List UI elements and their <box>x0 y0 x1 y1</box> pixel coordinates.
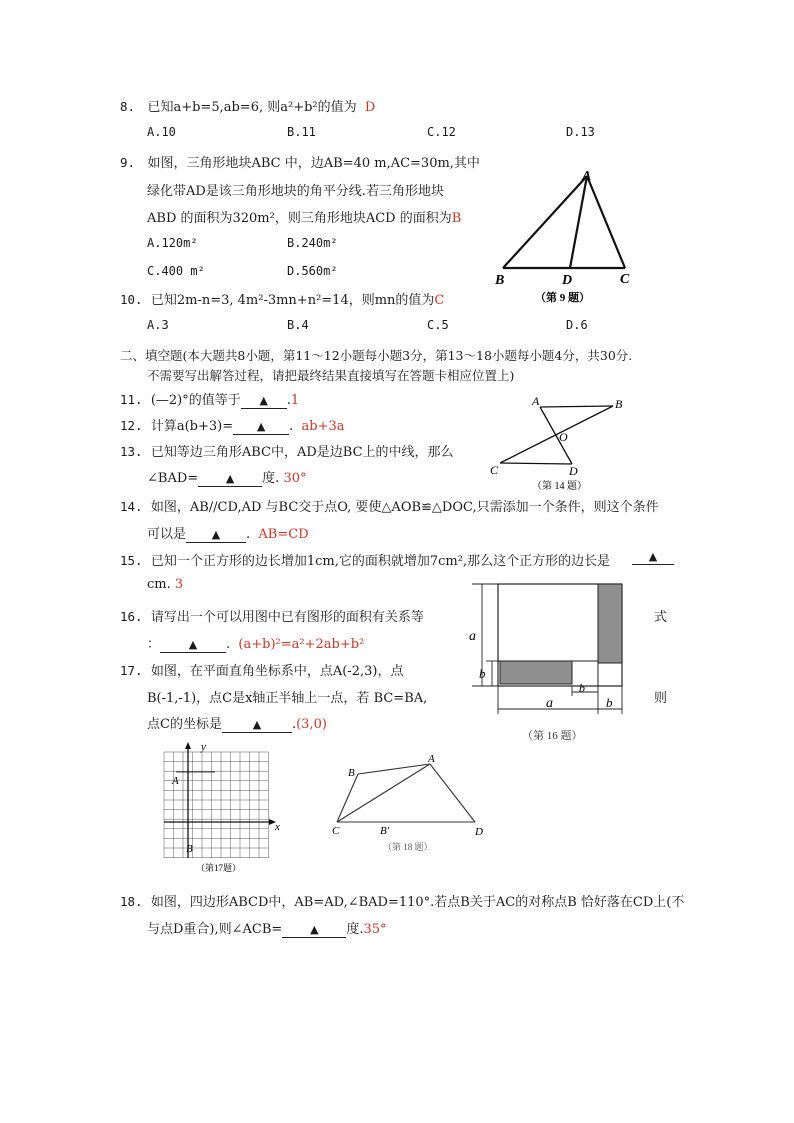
q9-option-a: A.120m² <box>147 236 198 250</box>
q9-label-c: C <box>620 272 630 287</box>
q9-text-3: ABD 的面积为320m²，则三角形地块ACD 的面积为 <box>147 211 452 226</box>
q10-number: 10. <box>120 292 143 307</box>
q12-answer-blank[interactable] <box>233 420 289 435</box>
q14-segment-bc <box>500 406 613 463</box>
q14-line1 <box>120 496 659 515</box>
q17-label-y: y <box>201 741 206 753</box>
q11-line <box>120 389 299 409</box>
q8-option-d: D.13 <box>566 125 595 139</box>
q9-bisector-ad <box>570 176 587 268</box>
q14-answer: AB=CD <box>258 527 309 542</box>
q9-label-b: B <box>495 273 505 288</box>
q15-answer-blank[interactable] <box>632 550 674 565</box>
q18-line1 <box>120 891 684 910</box>
section2-heading-2: 不需要写出解答过程，请把最终结果直接填写在答题卡相应位置上) <box>147 368 515 383</box>
q16-line1 <box>120 606 424 625</box>
q14-label-c: C <box>490 463 499 477</box>
q16-shaded-strip-horizontal <box>500 661 572 684</box>
q12-line <box>120 415 345 435</box>
blank-triangle-icon: ▲ <box>252 718 262 731</box>
q17-caption: （第17题） <box>196 863 242 873</box>
q14-line2 <box>147 523 309 543</box>
q13-line2 <box>147 467 306 487</box>
q15-line2 <box>147 577 183 592</box>
q17-label-a: A <box>172 775 179 787</box>
q17-answer-blank[interactable] <box>222 718 292 733</box>
q17-tail: . <box>291 717 297 732</box>
q14-tail: . <box>246 527 251 542</box>
q8-option-a: A.10 <box>147 125 176 139</box>
q13-tail: 度. <box>262 471 280 486</box>
q16-answer-blank[interactable] <box>160 638 226 653</box>
q13-stem: ∠BAD= <box>147 471 199 486</box>
q16-caption: （第 16 题） <box>522 730 583 742</box>
q12-tail: . <box>289 419 294 434</box>
q17-line2: B(-1,-1)，点C是x轴正半轴上一点，若 BC=BA, <box>147 691 428 706</box>
q17-text-1: 如图，在平面直角坐标系中，点A(-2,3)，点 <box>150 664 404 679</box>
q18-side-ab <box>358 764 430 774</box>
q17-grid <box>164 752 269 858</box>
q18-side-ad <box>430 764 475 822</box>
q11-tail: . <box>286 393 291 408</box>
q10-stem: 已知2m-n=3, 4m²-3mn+n²=14，则mn的值为 <box>150 293 435 308</box>
q8-option-c: C.12 <box>427 125 456 139</box>
q9-line1 <box>120 152 480 171</box>
blank-triangle-icon: ▲ <box>225 472 235 485</box>
q10-option-c: C.5 <box>427 318 449 332</box>
q14-label-a: A <box>532 394 540 408</box>
q10-option-a: A.3 <box>147 318 169 332</box>
q12-number: 12. <box>120 418 143 433</box>
q16-label-a-left: a <box>469 629 476 644</box>
q16-word: 式 <box>654 610 668 625</box>
q17-answer: (3,0) <box>296 717 327 732</box>
section2-heading-1: 二、填空题(本大题共8小题，第11～12小题每小题3分，第13～18小题每小题4分，共30分. <box>120 348 633 363</box>
q9-side-ac <box>587 176 625 268</box>
blank-triangle-icon: ▲ <box>648 550 658 563</box>
q17-line1 <box>120 660 403 679</box>
q13-line1 <box>120 441 454 460</box>
q8-option-b: B.11 <box>287 125 316 139</box>
q9-option-b: B.240m² <box>287 236 338 250</box>
q14-answer-blank[interactable] <box>186 528 246 543</box>
q10-stem-line <box>120 289 444 308</box>
q16-answer: (a+b)²=a²+2ab+b² <box>238 637 365 652</box>
q14-segment-ab <box>540 406 613 407</box>
q18-caption: （第 18 题） <box>383 842 433 852</box>
q8-stem: 已知a+b=5,ab=6, 则a²+b²的值为 <box>147 100 357 115</box>
q13-answer-blank[interactable] <box>198 472 262 487</box>
q14-segment-cd <box>500 463 572 464</box>
q16-label-b-bottom: b <box>606 695 613 710</box>
q18-answer: 35° <box>363 922 387 937</box>
q13-number: 13. <box>120 444 143 459</box>
q18-label-bprime: B' <box>380 825 390 837</box>
q17-figure <box>160 740 282 876</box>
q16-tail: . <box>226 637 231 652</box>
q9-number: 9. <box>120 155 136 170</box>
q11-answer: 1 <box>290 393 300 408</box>
q17-number: 17. <box>120 663 143 678</box>
blank-triangle-icon: ▲ <box>256 420 266 433</box>
q9-line2: 绿化带AD是该三角形地块的角平分线.若三角形地块 <box>147 184 444 199</box>
q16-label-a-bottom: a <box>546 696 553 711</box>
q11-stem: (—2)°的值等于 <box>150 393 241 408</box>
q18-answer-blank[interactable] <box>282 923 346 938</box>
q9-figure <box>490 162 650 304</box>
q9-text-1: 如图，三角形地块ABC 中，边AB=40 m,AC=30m,其中 <box>147 156 480 171</box>
q9-side-ab <box>503 176 587 268</box>
q14-stem: 可以是 <box>147 527 187 542</box>
q18-figure <box>325 752 495 854</box>
q9-line3 <box>147 207 461 226</box>
q17-label-b: B <box>186 843 193 855</box>
q17-y-arrow-icon <box>185 742 191 749</box>
q18-text-1: 如图，四边形ABCD中，AB=AD,∠BAD=110°.若点B关于AC的对称点B 恰好落在CD上(不 <box>150 895 685 910</box>
q16-figure <box>462 576 634 744</box>
q18-label-a: A <box>428 753 435 765</box>
q18-tail: 度. <box>346 922 364 937</box>
blank-triangle-icon: ▲ <box>259 394 268 407</box>
blank-triangle-icon: ▲ <box>310 923 319 936</box>
q9-option-c: C.400 m² <box>147 264 205 278</box>
q12-answer: ab+3a <box>301 419 345 434</box>
q18-label-b: B <box>348 767 355 779</box>
q16-stem: ： <box>147 637 161 652</box>
q10-option-b: B.4 <box>287 318 309 332</box>
q12-stem: 计算a(b+3)= <box>150 419 234 434</box>
q14-caption: （第 14 题） <box>532 481 587 492</box>
q18-label-c: C <box>332 825 340 837</box>
q9-caption: （第 9 题） <box>535 292 590 304</box>
q18-stem: 与点D重合),则∠ACB= <box>147 922 283 937</box>
q17-line3 <box>147 713 327 733</box>
q11-number: 11. <box>120 392 143 407</box>
q16-shaded-strip-vertical <box>598 584 622 663</box>
q8-number: 8. <box>120 99 136 114</box>
q9-option-d: D.560m² <box>287 264 338 278</box>
q17-stem: 点C的坐标是 <box>147 717 222 732</box>
q15-number: 15. <box>120 553 143 568</box>
q13-text-1: 已知等边三角形ABC中，AD是边BC上的中线，那么 <box>150 445 454 460</box>
q9-answer: B <box>451 211 462 226</box>
q18-label-d: D <box>475 826 483 838</box>
q14-figure <box>480 392 640 492</box>
q9-label-a: A <box>582 169 592 184</box>
q17-word: 则 <box>654 691 668 706</box>
blank-triangle-icon: ▲ <box>188 638 198 651</box>
q14-label-d: D <box>569 464 578 478</box>
q15-text-1: 已知一个正方形的边长增加1cm,它的面积就增加7cm²,那么这个正方形的边长是 <box>150 554 611 569</box>
q15-unit: cm. <box>147 577 171 592</box>
q9-label-d: D <box>562 273 573 288</box>
q13-answer: 30° <box>283 471 307 486</box>
q14-number: 14. <box>120 499 143 514</box>
q17-label-x: x <box>275 821 280 833</box>
q8-stem-line <box>120 96 375 115</box>
q14-label-o: O <box>559 430 568 444</box>
q8-answer: D <box>364 100 376 115</box>
q14-text-1: 如图，AB//CD,AD 与BC交于点O, 要使△AOB≌△DOC,只需添加一个条件，则这个条件 <box>150 500 659 515</box>
q18-line2 <box>147 918 387 938</box>
blank-triangle-icon: ▲ <box>211 528 221 541</box>
q16-number: 16. <box>120 609 143 624</box>
q18-number: 18. <box>120 894 143 909</box>
q16-text-1: 请写出一个可以用图中已有图形的面积有关系等 <box>150 610 424 625</box>
q10-option-d: D.6 <box>566 318 588 332</box>
q16-label-b-left: b <box>479 666 486 681</box>
q11-answer-blank[interactable] <box>241 394 287 409</box>
q10-answer: C <box>434 293 445 308</box>
q15-line1 <box>120 550 610 569</box>
q16-line2 <box>147 633 364 653</box>
q18-side-bc <box>337 774 358 822</box>
q16-label-b-small: b <box>579 681 585 695</box>
q15-answer: 3 <box>174 577 184 592</box>
q14-label-b: B <box>615 397 623 411</box>
